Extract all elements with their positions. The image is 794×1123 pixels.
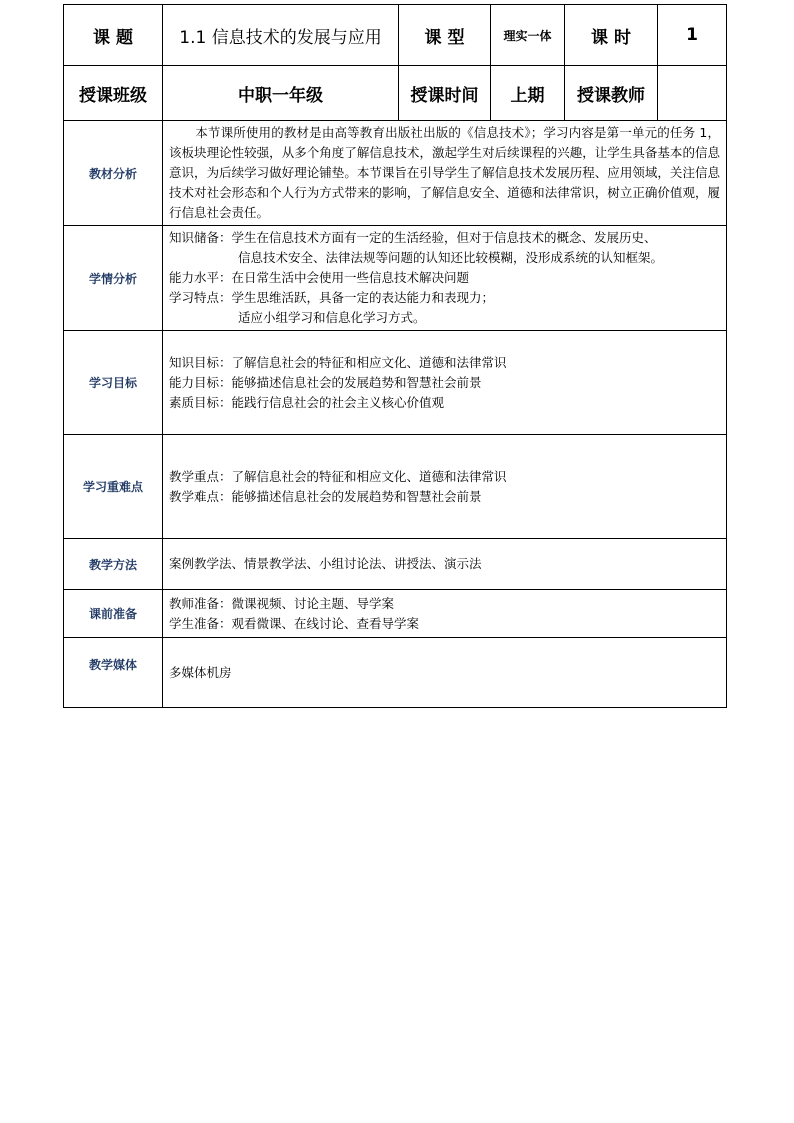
students-row — [64, 226, 727, 331]
hours-value: 1 — [658, 5, 727, 66]
quality-goal: 素质目标：能践行信息社会的社会主义核心价值观 — [169, 394, 445, 410]
textbook-text: 本节课所使用的教材是由高等教育出版社出版的《信息技术》；学习内容是第一单元的任务 1，该板块理论性较强，从多个角度了解信息技术，激起学生对后续课程的兴趣，让学生具备基本的信息意识，为后续学习做好理论铺垫。本节课旨在引导学生了解信息技术发展历程、应用领域，关注信息技术对社会形态和个人行为方式带来的影响，了解信息安全、道德和法律常识，树立正确价值观，履行信息社会责任。 — [169, 125, 720, 220]
lesson-plan — [63, 4, 726, 708]
textbook-content — [163, 121, 727, 226]
goals-label: 学习目标 — [64, 331, 163, 435]
goals-row — [64, 331, 727, 435]
prep-content — [163, 590, 727, 638]
keypoints-content — [163, 435, 727, 539]
media-text: 多媒体机房 — [169, 664, 232, 680]
knowledge-reserve-line — [169, 228, 720, 248]
time-value: 上期 — [491, 66, 565, 121]
methods-row — [64, 539, 727, 590]
goals-content — [163, 331, 727, 435]
topic-value: 1.1 信息技术的发展与应用 — [163, 5, 399, 66]
methods-label: 教学方法 — [64, 539, 163, 590]
traits-line1: 学生思维活跃，具备一定的表达能力和表现力； — [231, 290, 495, 305]
ability-goal: 能力目标：能够描述信息社会的发展趋势和智慧社会前景 — [169, 374, 482, 390]
lesson-plan-table — [63, 4, 727, 708]
keypoints-row — [64, 435, 727, 539]
hours-label: 课 时 — [565, 5, 658, 66]
header-row-1 — [64, 5, 727, 66]
ability-line — [169, 268, 720, 288]
ability-value: 在日常生活中会使用一些信息技术解决问题 — [231, 270, 470, 285]
methods-content — [163, 539, 727, 590]
media-label: 教学媒体 — [64, 638, 163, 708]
prep-row — [64, 590, 727, 638]
teacher-label: 授课教师 — [565, 66, 658, 121]
methods-text: 案例教学法、情景教学法、小组讨论法、讲授法、演示法 — [169, 556, 482, 571]
teaching-key-point: 教学重点：了解信息社会的特征和相应文化、道德和法律常识 — [169, 468, 507, 484]
traits-line2: 适应小组学习和信息化学习方式。 — [238, 310, 426, 325]
time-label: 授课时间 — [399, 66, 491, 121]
type-value: 理实一体 — [491, 5, 565, 66]
textbook-label: 教材分析 — [64, 121, 163, 226]
student-prep: 学生准备：观看微课、在线讨论、查看导学案 — [169, 615, 420, 631]
class-value: 中职一年级 — [163, 66, 399, 121]
students-label: 学情分析 — [64, 226, 163, 331]
teacher-value — [658, 66, 727, 121]
knowledge-reserve-line1: 学生在信息技术方面有一定的生活经验，但对于信息技术的概念、发展历史、 — [231, 230, 657, 245]
knowledge-reserve-line2: 信息技术安全、法律法规等问题的认知还比较模糊，没形成系统的认知框架。 — [238, 250, 664, 265]
knowledge-goal: 知识目标：了解信息社会的特征和相应文化、道德和法律常识 — [169, 354, 507, 370]
class-label: 授课班级 — [64, 66, 163, 121]
media-row — [64, 638, 727, 708]
ability-key: 能力水平： — [169, 270, 232, 285]
media-content — [163, 638, 727, 708]
knowledge-reserve-key: 知识储备： — [169, 230, 232, 245]
prep-label: 课前准备 — [64, 590, 163, 638]
header-row-2 — [64, 66, 727, 121]
teacher-prep: 教师准备：微课视频、讨论主题、导学案 — [169, 595, 395, 611]
traits-line — [169, 288, 720, 308]
teaching-difficulty: 教学难点：能够描述信息社会的发展趋势和智慧社会前景 — [169, 488, 482, 504]
textbook-row — [64, 121, 727, 226]
keypoints-label: 学习重难点 — [64, 435, 163, 539]
students-content — [163, 226, 727, 331]
traits-key: 学习特点： — [169, 290, 232, 305]
type-label: 课 型 — [399, 5, 491, 66]
topic-label: 课 题 — [64, 5, 163, 66]
